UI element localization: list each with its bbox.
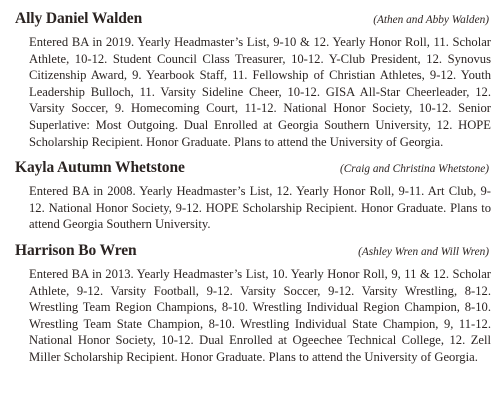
senior-entry [15, 10, 491, 150]
entry-header [15, 159, 491, 181]
student-name: Harrison Bo Wren [15, 241, 137, 259]
senior-entry [15, 242, 491, 366]
senior-entry [15, 159, 491, 233]
student-name: Ally Daniel Walden [15, 10, 143, 27]
parents-names: (Craig and Christina Whetstone) [339, 163, 489, 176]
student-bio: Entered BA in 2013. Yearly Headmaster’s List, 10. Yearly Honor Roll, 9, 11 & 12. Scholar Athlete, 9-12. Varsity Football, 9-12. Varsity Soccer, 9-12. Varsity Wrestling, 8-12. Wrestling Team Region Champions, 8-10. Wrestling Individual Region Champion, 8-10. Wrestling Team State Champion, 8-10. Wrestling Individual State Champion, 9, 11-12. National Honor Society, 10-12. Dual Enrolled at Ogeechee Technical College, 12. Zell Miller Scholarship Recipient. Honor Graduate. Plans to attend the University of Georgia. [29, 266, 491, 364]
parents-names: (Ashley Wren and Will Wren) [358, 245, 489, 258]
senior-profiles [15, 10, 491, 366]
student-name: Kayla Autumn Whetstone [15, 159, 185, 177]
parents-names: (Athen and Abby Walden) [373, 14, 489, 26]
entry-header [15, 10, 491, 32]
student-bio: Entered BA in 2008. Yearly Headmaster’s List, 12. Yearly Honor Roll, 9-11. Art Club, 9-12. National Honor Society, 9-12. HOPE Scholarship Recipient. Honor Graduate. Plans to attend Georgia Southern University. [29, 184, 491, 232]
student-bio: Entered BA in 2019. Yearly Headmaster’s List, 9-10 & 12. Yearly Honor Roll, 11. Scholar Athlete, 10-12. Student Council Class Treasurer, 10-12. Y-Club President, 12. Synovus Citizenship Award, 9. Yearbook Staff, 11. Fellowship of Christian Athletes, 9-12. Youth Leadership Bulloch, 11. Varsity Sideline Cheer, 10-12. GISA All-Star Cheerleader, 12. Varsity Soccer, 9. Homecoming Court, 11-12. National Honor Society, 10-12. Senior Superlative: Most Outgoing. Dual Enrolled at Georgia Southern University, 12. HOPE Scholarship Recipient. Honor Graduate. Plans to attend the University of Georgia. [29, 35, 491, 149]
entry-header [15, 242, 491, 264]
